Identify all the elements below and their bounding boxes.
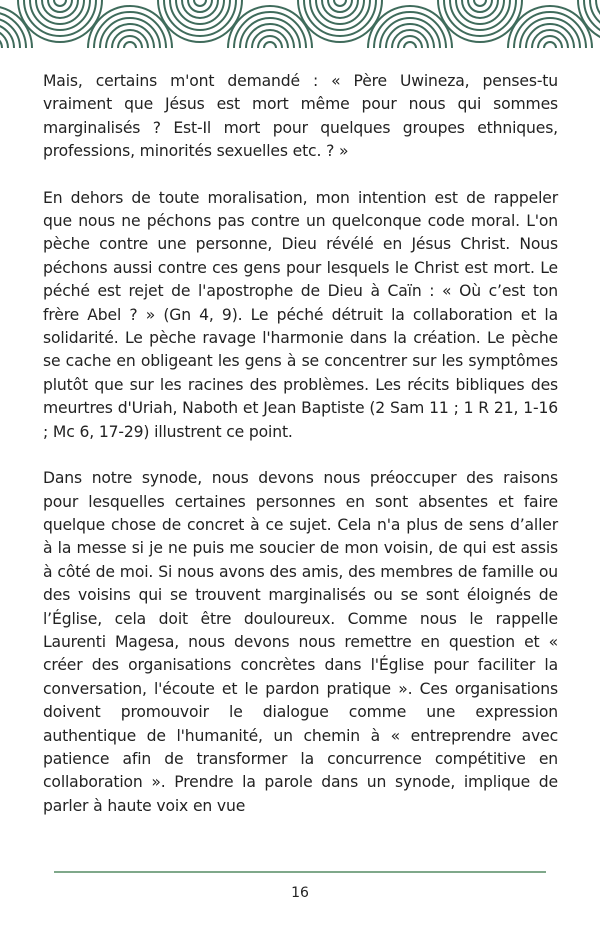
- arc-ring: [404, 42, 416, 48]
- header-decorative-band: [0, 0, 600, 48]
- page-number: 16: [291, 885, 309, 901]
- arc-ring: [54, 0, 66, 6]
- arc-ring: [310, 0, 370, 30]
- arc-ring: [100, 18, 160, 48]
- concentric-arcs-pattern: [0, 0, 600, 48]
- arc-ring: [474, 0, 486, 6]
- arc-ring: [264, 42, 276, 48]
- arc-ring: [380, 18, 440, 48]
- arc-ring: [124, 42, 136, 48]
- arc-ring: [30, 0, 90, 30]
- arc-ring: [0, 36, 2, 48]
- arc-ring: [240, 18, 300, 48]
- paragraph-1: Mais, certains m'ont demandé : « Père Uwineza, penses-tu vraiment que Jésus est mort même pour nous qui sommes marginalisés ? Est-Il mort pour quelques groupes ethniques, professions, minorités sexuelles etc. ? »: [43, 72, 558, 161]
- arc-ring: [544, 42, 556, 48]
- arc-ring: [334, 0, 346, 6]
- page-body: [43, 70, 558, 841]
- arc-ring: [450, 0, 510, 30]
- arc-ring: [520, 18, 580, 48]
- footer-divider: [54, 871, 546, 873]
- paragraph-3: Dans notre synode, nous devons nous préoccuper des raisons pour lesquelles certaines personnes en sont absentes et faire quelque chose de concret à ce sujet. Cela n'a plus de sens d’aller à la messe si je ne puis me soucier de mon voisin, de qui est assis à côté de moi. Si nous avons des amis, des membres de famille ou des voisins qui se trouvent marginalisés ou se sont éloignés de l’Église, cela doit être douloureux. Comme nous le rappelle Laurenti Magesa, nous devons nous remettre en question et « créer des organisations concrètes dans l'Église pour faciliter la conversation, l'écoute et le pardon pratique ». Ces organisations doivent promouvoir le dialogue comme une expression authentique de l'humanité, un chemin à « entreprendre avec patience afin de transformer la concurrence compétitive en collaboration ». Prendre la parole dans un synode, implique de parler à haute voix en vue: [43, 469, 558, 815]
- paragraph-2: En dehors de toute moralisation, mon intention est de rappeler que nous ne péchons pas contre un quelconque code moral. L'on pèche contre une personne, Dieu révélé en Jésus Christ. Nous péchons aussi contre ces gens pour lesquels le Christ est mort. Le péché est rejet de l'apostrophe de Dieu à Caïn : « Où c’est ton frère Abel ? » (Gn 4, 9). Le péché détruit la collaboration et la solidarité. Le pèche ravage l'harmonie dans la création. Le pèche se cache en obligeant les gens à se concentrer sur les symptômes plutôt que sur les racines des problèmes. Les récits bibliques des meurtres d'Uriah, Naboth et Jean Baptiste (2 Sam 11 ; 1 R 21, 1-16 ; Mc 6, 17-29) illustrent ce point.: [43, 188, 558, 441]
- arc-ring: [170, 0, 230, 30]
- arc-ring: [194, 0, 206, 6]
